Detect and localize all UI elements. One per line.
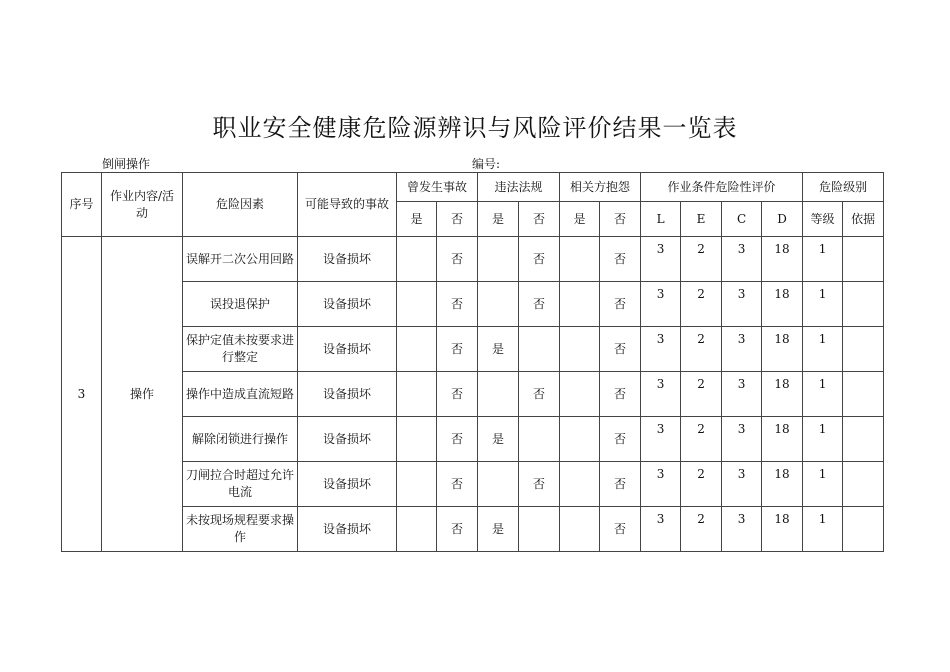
hazard-cell: 解除闭锁进行操作 — [183, 417, 298, 462]
D-cell: 18 — [762, 282, 803, 327]
D-cell: 18 — [762, 327, 803, 372]
C-cell: 3 — [722, 417, 762, 462]
E-cell: 2 — [681, 372, 722, 417]
accident-cell: 设备损坏 — [298, 327, 397, 372]
basis-cell — [843, 372, 884, 417]
C-cell: 3 — [722, 372, 762, 417]
header-basis: 依据 — [843, 202, 884, 237]
level-cell: 1 — [803, 372, 843, 417]
table-row — [62, 417, 884, 462]
occ-yes-cell — [397, 507, 437, 552]
activity-cell: 操作 — [102, 237, 183, 552]
header-L: L — [641, 202, 681, 237]
accident-cell: 设备损坏 — [298, 282, 397, 327]
E-cell: 2 — [681, 417, 722, 462]
header-E: E — [681, 202, 722, 237]
level-cell: 1 — [803, 327, 843, 372]
table-row — [62, 507, 884, 552]
basis-cell — [843, 282, 884, 327]
header-activity: 作业内容/活动 — [102, 173, 183, 237]
occ-yes-cell — [397, 417, 437, 462]
header-occurred: 曾发生事故 — [397, 173, 478, 202]
hazard-cell: 未按现场规程要求操作 — [183, 507, 298, 552]
D-cell: 18 — [762, 237, 803, 282]
D-cell: 18 — [762, 462, 803, 507]
header-vio-no: 否 — [519, 202, 560, 237]
header-lec: 作业条件危险性评价 — [641, 173, 803, 202]
occ-yes-cell — [397, 372, 437, 417]
com-no-cell: 否 — [600, 462, 641, 507]
header-accident: 可能导致的事故 — [298, 173, 397, 237]
E-cell: 2 — [681, 237, 722, 282]
L-cell: 3 — [641, 237, 681, 282]
com-yes-cell — [560, 237, 600, 282]
vio-no-cell — [519, 507, 560, 552]
L-cell: 3 — [641, 417, 681, 462]
com-yes-cell — [560, 417, 600, 462]
vio-yes-cell: 是 — [478, 417, 519, 462]
C-cell: 3 — [722, 507, 762, 552]
hazard-cell: 误投退保护 — [183, 282, 298, 327]
level-cell: 1 — [803, 462, 843, 507]
accident-cell: 设备损坏 — [298, 462, 397, 507]
hazard-cell: 误解开二次公用回路 — [183, 237, 298, 282]
E-cell: 2 — [681, 327, 722, 372]
seq-cell: 3 — [62, 237, 102, 552]
level-cell: 1 — [803, 417, 843, 462]
E-cell: 2 — [681, 282, 722, 327]
basis-cell — [843, 327, 884, 372]
accident-cell: 设备损坏 — [298, 237, 397, 282]
D-cell: 18 — [762, 372, 803, 417]
C-cell: 3 — [722, 282, 762, 327]
L-cell: 3 — [641, 327, 681, 372]
activity-name: 倒闸操作 — [102, 157, 151, 171]
com-no-cell: 否 — [600, 237, 641, 282]
accident-cell: 设备损坏 — [298, 372, 397, 417]
occ-no-cell: 否 — [437, 327, 478, 372]
C-cell: 3 — [722, 327, 762, 372]
com-no-cell: 否 — [600, 327, 641, 372]
table-row — [62, 327, 884, 372]
occ-yes-cell — [397, 327, 437, 372]
occ-no-cell: 否 — [437, 507, 478, 552]
occ-no-cell: 否 — [437, 372, 478, 417]
L-cell: 3 — [641, 372, 681, 417]
L-cell: 3 — [641, 507, 681, 552]
header-vio-yes: 是 — [478, 202, 519, 237]
basis-cell — [843, 462, 884, 507]
D-cell: 18 — [762, 507, 803, 552]
L-cell: 3 — [641, 462, 681, 507]
vio-no-cell: 否 — [519, 372, 560, 417]
occ-no-cell: 否 — [437, 282, 478, 327]
L-cell: 3 — [641, 282, 681, 327]
com-yes-cell — [560, 282, 600, 327]
occ-yes-cell — [397, 462, 437, 507]
occ-no-cell: 否 — [437, 462, 478, 507]
header-level: 等级 — [803, 202, 843, 237]
C-cell: 3 — [722, 462, 762, 507]
C-cell: 3 — [722, 237, 762, 282]
vio-yes-cell — [478, 372, 519, 417]
basis-cell — [843, 417, 884, 462]
level-cell: 1 — [803, 507, 843, 552]
vio-no-cell: 否 — [519, 462, 560, 507]
com-yes-cell — [560, 372, 600, 417]
com-yes-cell — [560, 507, 600, 552]
header-C: C — [722, 202, 762, 237]
com-no-cell: 否 — [600, 282, 641, 327]
D-cell: 18 — [762, 417, 803, 462]
accident-cell: 设备损坏 — [298, 507, 397, 552]
table-row — [62, 372, 884, 417]
com-yes-cell — [560, 462, 600, 507]
E-cell: 2 — [681, 507, 722, 552]
vio-yes-cell: 是 — [478, 507, 519, 552]
header-occ-yes: 是 — [397, 202, 437, 237]
occ-yes-cell — [397, 282, 437, 327]
vio-yes-cell — [478, 237, 519, 282]
vio-no-cell: 否 — [519, 282, 560, 327]
E-cell: 2 — [681, 462, 722, 507]
header-com-no: 否 — [600, 202, 641, 237]
header-com-yes: 是 — [560, 202, 600, 237]
hazard-cell: 保护定值未按要求进行整定 — [183, 327, 298, 372]
level-cell: 1 — [803, 282, 843, 327]
basis-cell — [843, 507, 884, 552]
header-seq: 序号 — [62, 173, 102, 237]
header-D: D — [762, 202, 803, 237]
com-no-cell: 否 — [600, 417, 641, 462]
page-title: 职业安全健康危险源辨识与风险评价结果一览表 — [212, 114, 738, 142]
header-row-1 — [62, 173, 884, 202]
header-risk: 危险级别 — [803, 173, 884, 202]
basis-cell — [843, 237, 884, 282]
com-yes-cell — [560, 327, 600, 372]
vio-no-cell — [519, 327, 560, 372]
vio-yes-cell — [478, 462, 519, 507]
com-no-cell: 否 — [600, 507, 641, 552]
vio-no-cell: 否 — [519, 237, 560, 282]
vio-yes-cell: 是 — [478, 327, 519, 372]
header-hazard: 危险因素 — [183, 173, 298, 237]
header-violation: 违法法规 — [478, 173, 560, 202]
com-no-cell: 否 — [600, 372, 641, 417]
level-cell: 1 — [803, 237, 843, 282]
occ-no-cell: 否 — [437, 417, 478, 462]
header-occ-no: 否 — [437, 202, 478, 237]
vio-no-cell — [519, 417, 560, 462]
occ-no-cell: 否 — [437, 237, 478, 282]
table-row — [62, 237, 884, 282]
occ-yes-cell — [397, 237, 437, 282]
hazard-cell: 刀闸拉合时超过允许电流 — [183, 462, 298, 507]
table-row — [62, 282, 884, 327]
accident-cell: 设备损坏 — [298, 417, 397, 462]
table-row — [62, 462, 884, 507]
hazard-cell: 操作中造成直流短路 — [183, 372, 298, 417]
hazard-table — [61, 172, 884, 552]
vio-yes-cell — [478, 282, 519, 327]
code-label: 编号: — [472, 157, 501, 171]
header-complaint: 相关方抱怨 — [560, 173, 641, 202]
